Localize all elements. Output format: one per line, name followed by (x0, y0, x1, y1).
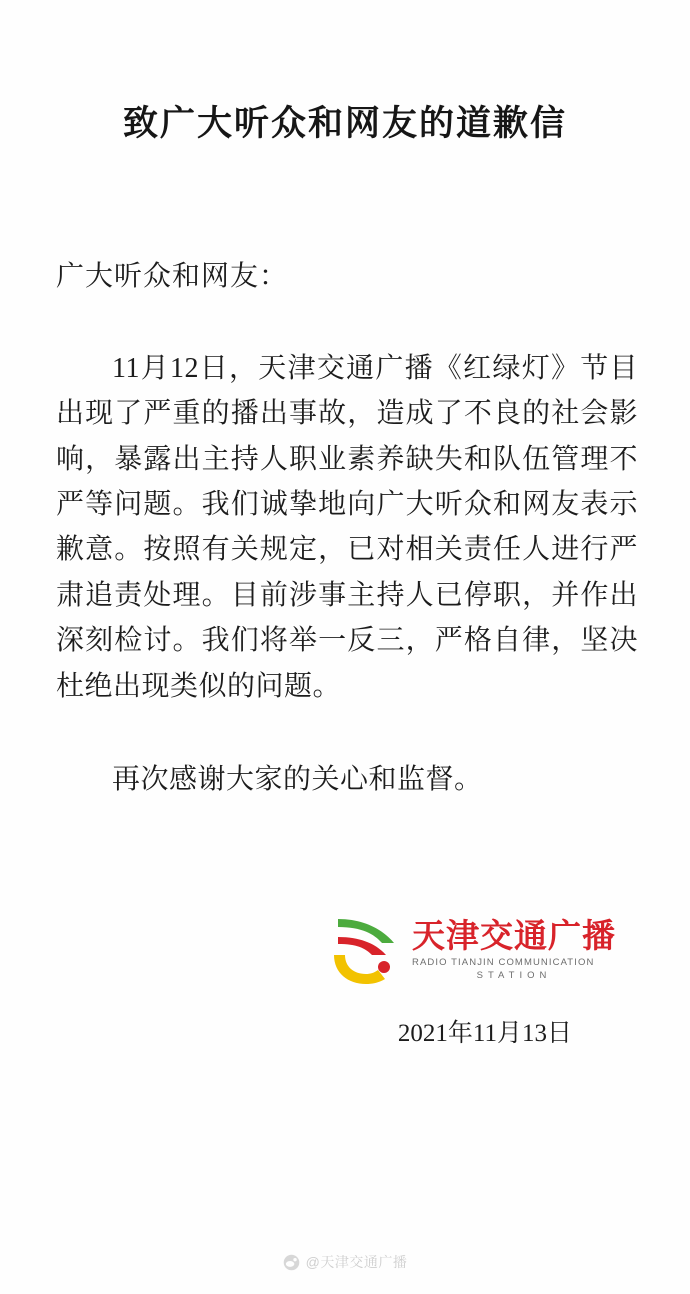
weibo-icon (283, 1254, 300, 1271)
document-date: 2021年11月13日 (397, 1019, 572, 1047)
document-body (0, 294, 690, 709)
logo-name-en-line1: RADIO TIANJIN COMMUNICATION (412, 957, 595, 969)
logo-name-cn: 天津交通广播 (412, 916, 616, 954)
radio-wave-logo-icon (324, 913, 402, 987)
body-paragraph: 11月12日，天津交通广播《红绿灯》节目出现了严重的播出事故，造成了不良的社会影响，暴露出主持人职业素养缺失和队伍管理不严等问题。我们诚挚地向广大听众和网友表示歉意。按照有关规定，已对相关责任人进行严肃追责处理。目前涉事主持人已停职，并作出深刻检讨。我们将举一反三，严格自律，坚决杜绝出现类似的问题。 (56, 353, 638, 702)
closing-paragraph: 再次感谢大家的关心和监督。 (112, 763, 483, 795)
watermark-text: @天津交通广播 (305, 1254, 408, 1270)
logo-name-en-line2: STATION (476, 970, 552, 982)
page-title: 致广大听众和网友的道歉信 (122, 104, 567, 143)
salutation: 广大听众和网友： (56, 261, 289, 292)
logo-text (412, 916, 616, 982)
watermark (0, 1252, 690, 1272)
station-logo (324, 913, 616, 987)
logo-area (0, 913, 690, 987)
